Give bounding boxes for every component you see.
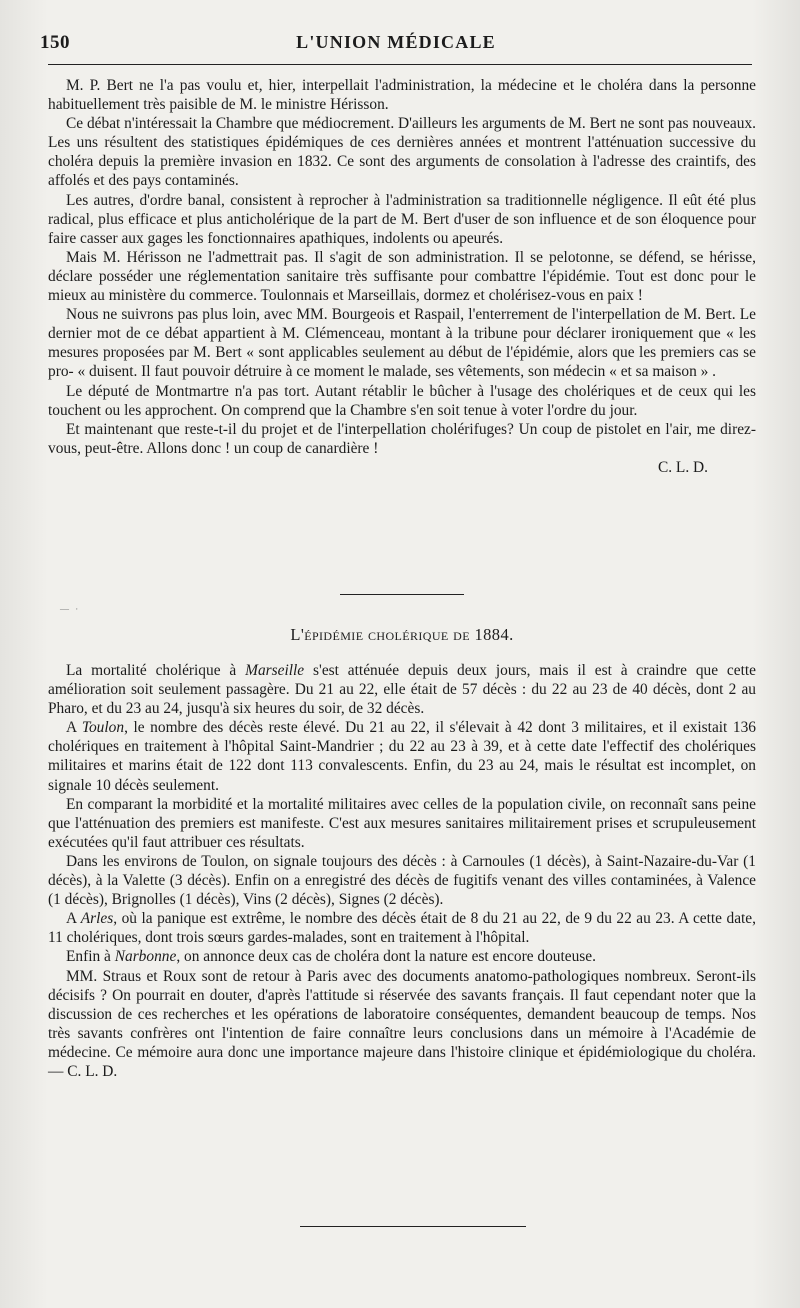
end-rule [300,1226,526,1227]
paragraph-arles: A Arles, où la panique est extrême, le nombre des décès était de 8 du 21 au 22, de 9 du 22 au 23. A cette date, 11 cholériques, dont trois sœurs gardes-malades, sont en traitement à l'hôpital. [48,910,756,947]
paragraph-marseille: La mortalité cholérique à Marseille s'est atténuée depuis deux jours, mais il est à craindre que cette amélioration soit seulement passagère. Du 21 au 22, elle était de 57 décès : du 22 au 23 de 40 décès, dont 2 au Pharo, et du 23 au 24, jusqu'à six heures du soir, de 32 décès. [48,662,756,718]
paragraph: Dans les environs de Toulon, on signale toujours des décès : à Carnoules (1 décès), à Saint-Nazaire-du-Var (1 décès), à la Valette (3 décès). Enfin on a enregistré des décès de fugitifs venant des villes contaminées, à Valence (1 décès), Brignolles (1 décès), Vins (2 décès), Signes (2 décès). [48,852,756,909]
city-name: Narbonne [114,948,177,966]
city-name: Marseille [245,662,305,679]
article-epidemic-report [48,661,756,1081]
paragraph: Mais M. Hérisson ne l'admettrait pas. Il s'agit de son administration. Il se pelotonne, se défend, se hérisse, déclare posséder une réglementation sanitaire très suffisante pour combattre l'épidémie. Tout est donc pour le mieux au ministère du commerce. Toulonnais et Marseillais, dormez et cholérisez-vous en paix ! [48,248,756,305]
paragraph: Le député de Montmartre n'a pas tort. Autant rétablir le bûcher à l'usage des cholériques et de ceux qui les touchent ou les approchent. On comprend que la Chambre s'en soit tenue à voter l'ordre du jour. [48,382,756,419]
paragraph-toulon: A Toulon, le nombre des décès reste élevé. Du 21 au 22, il s'élevait à 42 dont 3 militaires, et il existait 136 cholériques en traitement à l'hôpital Saint-Mandrier ; du 22 au 23 à 39, et à cette date l'effectif des cholériques militaires et marins était de 122 dont 113 convalescents. Enfin, du 23 au 24, mais le résultat est incomplet, on signale 10 décès seulement. [48,719,756,794]
page-header [40,32,752,58]
page-number: 150 [40,32,70,53]
paragraph: Nous ne suivrons pas plus loin, avec MM. Bourgeois et Raspail, l'enterrement de l'interpellation de M. Bert. Le dernier mot de ce débat appartient à M. Clémenceau, montant à la tribune pour déclarer ironiquement que « les mesures proposées par M. Bert « sont applicables seulement au début de l'épidémie, alors que les premiers cas se pro- « duisent. Il faut pouvoir détruire à ce moment le malade, ses vêtements, son médecin « et sa maison » . [48,306,756,381]
city-name: Toulon [81,719,125,737]
paragraph: Les autres, d'ordre banal, consistent à reprocher à l'administration sa traditionnelle négligence. Il eût été plus radical, plus efficace et plus anticholérique de la part de M. Bert d'user de son influence et de son éloquence pour faire casser aux gages les fonctionnaires apathiques, indolents ou apeurés. [48,191,756,247]
section-title: L'épidémie cholérique de 1884. [290,625,514,644]
paragraph: Ce débat n'intéressait la Chambre que médiocrement. D'ailleurs les arguments de M. Bert ne sont pas nouveaux. Les uns résultent des statistiques épidémiques de ces dernières années et montrent l'atténuation successive du choléra depuis la première invasion en 1832. Ce sont des arguments de consolation à l'adresse des craintifs, des affolés et des pays contaminés. [48,115,756,190]
city-name: Arles [80,910,114,928]
paragraph: MM. Straus et Roux sont de retour à Paris avec des documents anatomo-pathologiques nombreux. Seront-ils décisifs ? On pourrait en douter, d'après l'attitude si réservée des savants français. Il faut cependant noter que la discussion de ces recherches et les opérations de laboratoire conséquentes, demandent beaucoup de temps. Nos très savants confrères ont l'intention de faire connaître leurs conclusions dans un mémoire à l'Académie de médecine. Ce mémoire aura donc une importance majeure dans l'histoire clinique et épidémiologique du choléra. — C. L. D. [48,967,756,1080]
paragraph: En comparant la morbidité et la mortalité militaires avec celles de la population civile, on reconnaît sans peine que l'atténuation des premiers est manifeste. C'est aux mesures sanitaires militairement prises et scrupuleusement exécutées qu'il faut attribuer ces résultats. [48,795,756,851]
paragraph-narbonne: Enfin à Narbonne, on annonce deux cas de choléra dont la nature est encore douteuse. [66,948,596,966]
header-rule [48,64,752,65]
section-separator [340,594,464,595]
paragraph: Et maintenant que reste-t-il du projet et de l'interpellation cholérifuges? Un coup de pistolet en l'air, me direz-vous, peut-être. Allons donc ! un coup de canardière ! [48,420,756,457]
author-signature: C. L. D. [657,458,708,476]
running-title: L'UNION MÉDICALE [296,32,496,52]
paragraph: M. P. Bert ne l'a pas voulu et, hier, interpellait l'administration, la médecine et le choléra dans la personne habituellement très paisible de M. le ministre Hérisson. [48,77,756,114]
article-interpellation [48,76,756,477]
bleed-through-mark: — · [60,604,81,614]
